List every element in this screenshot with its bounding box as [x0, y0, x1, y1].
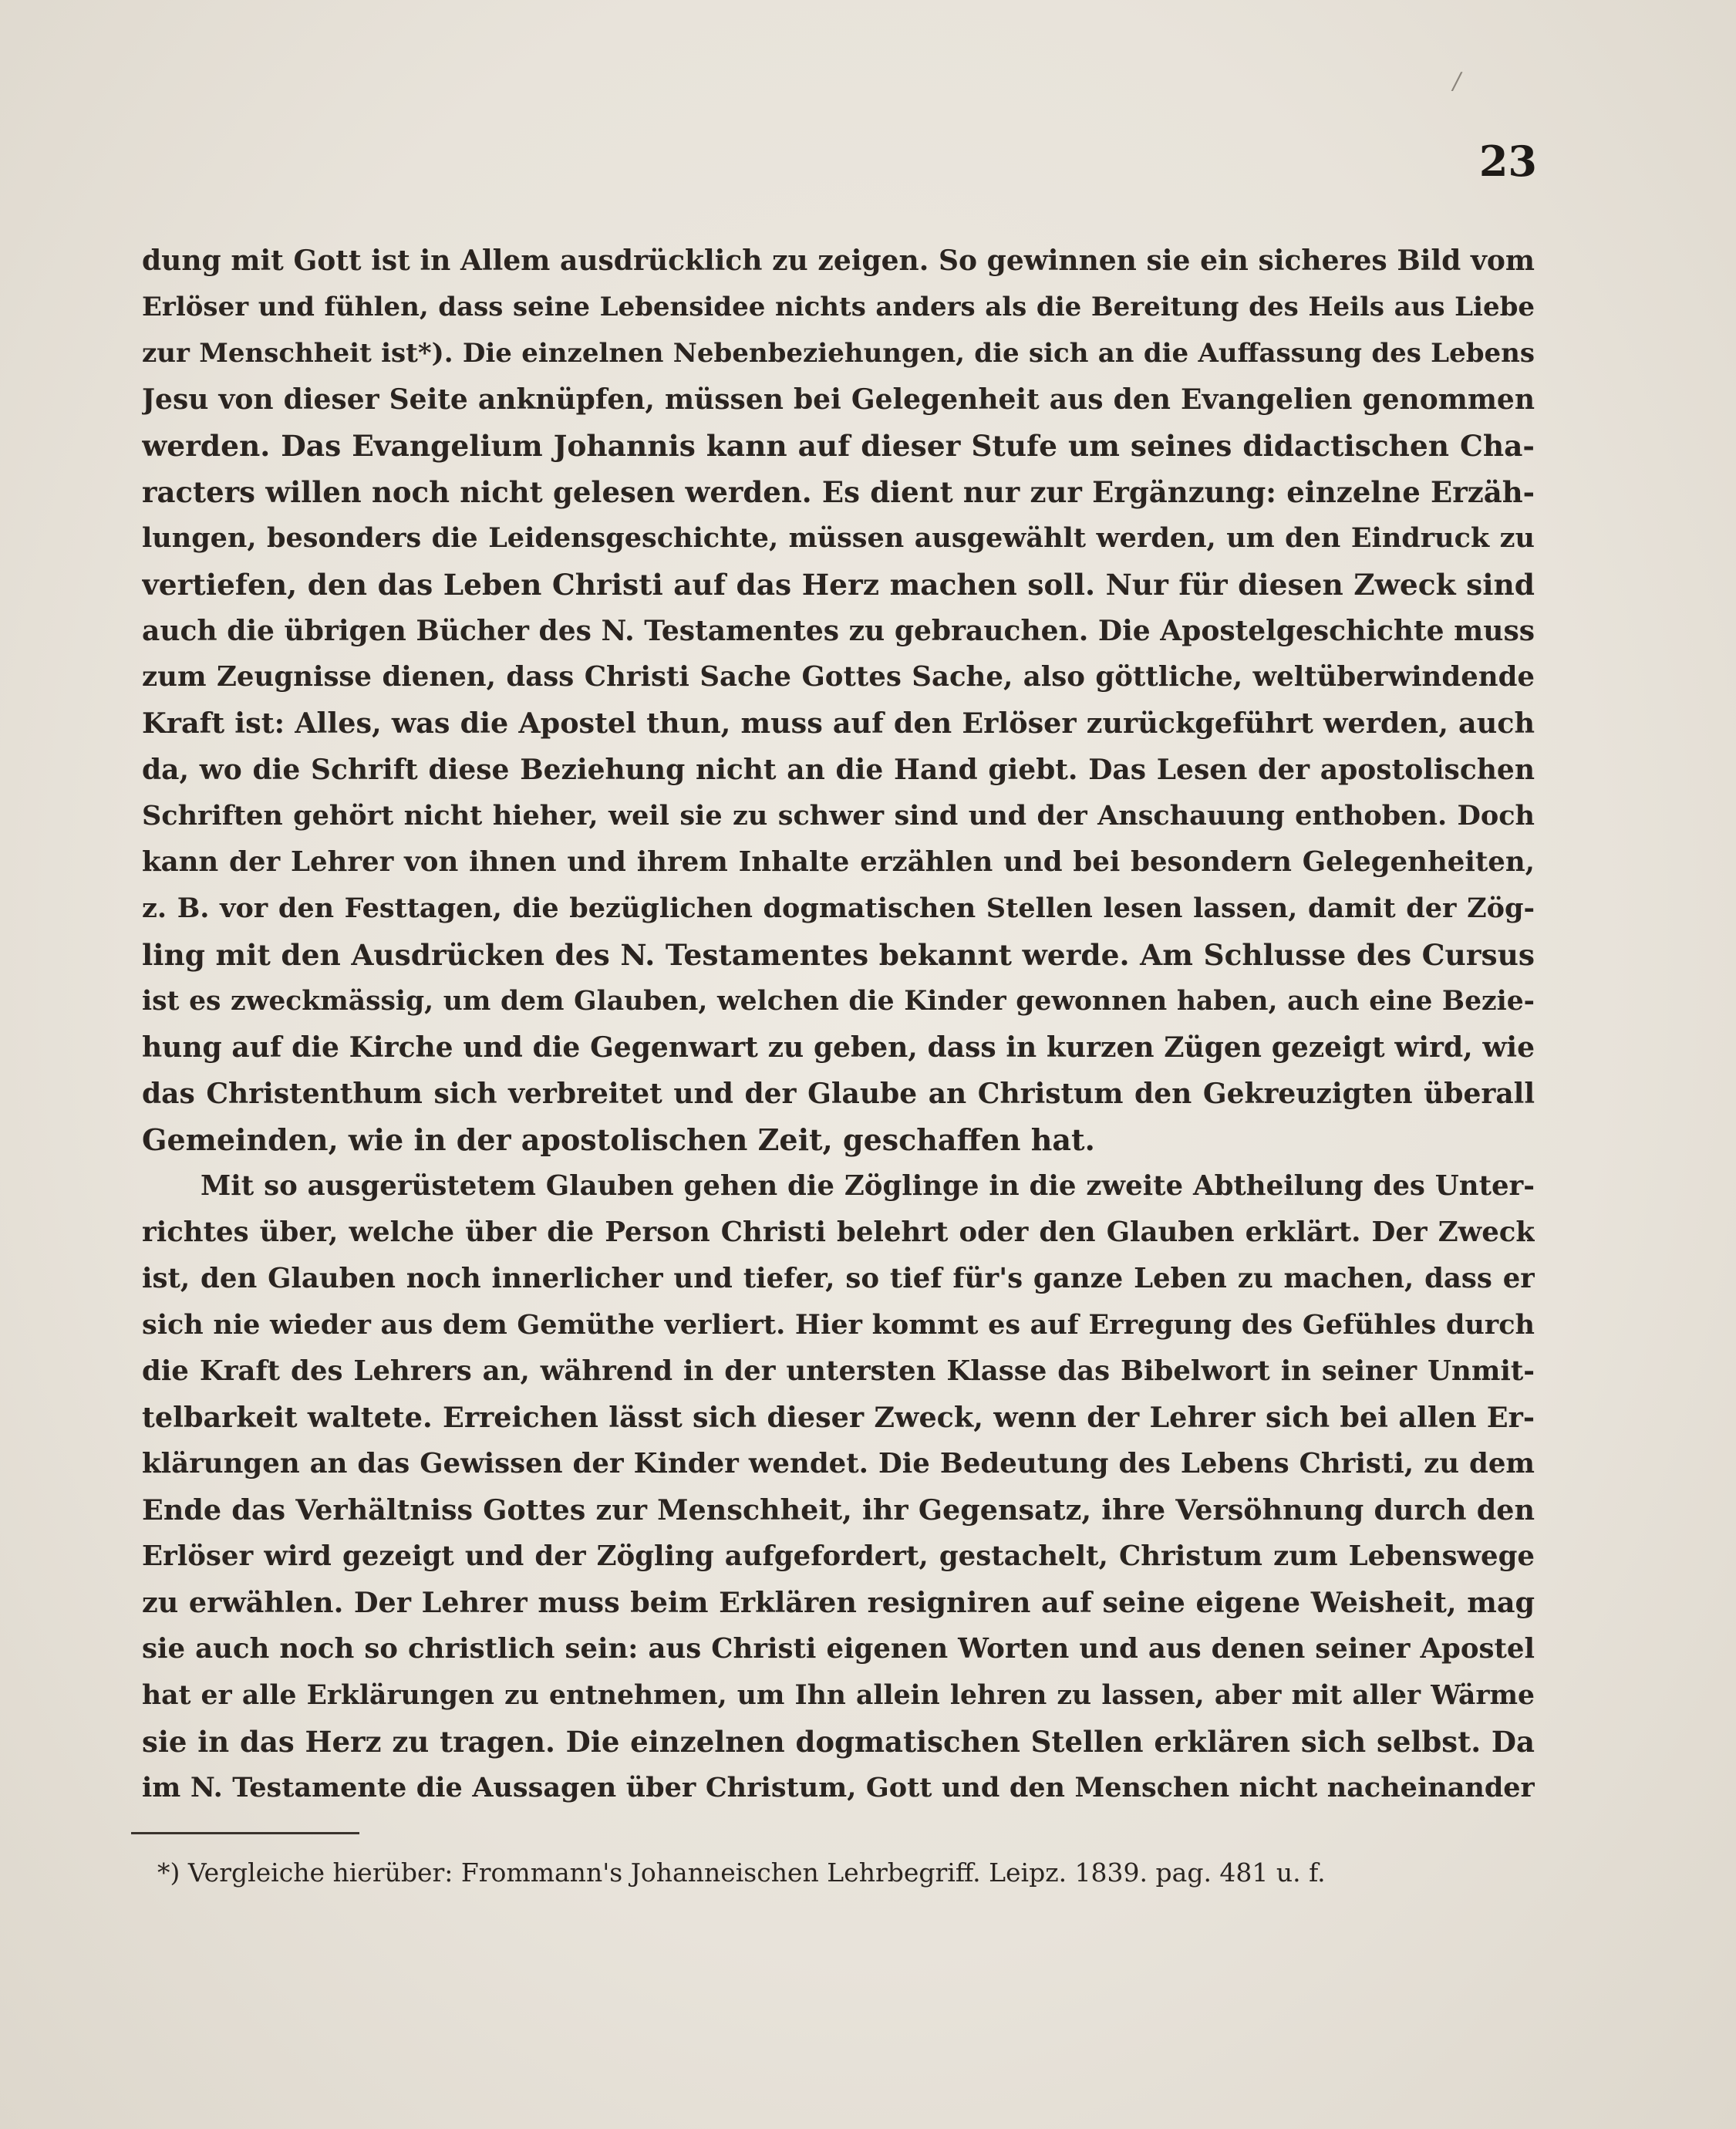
text-line: sie in das Herz zu tragen. Die einzelnen dogmatischen Stellen erklären sich selbst. Da [142, 1725, 1535, 1759]
text-line: die Kraft des Lehrers an, während in der untersten Klasse das Bibelwort in seiner Unmit- [142, 1355, 1535, 1387]
text-line: hat er alle Erklärungen zu entnehmen, um Ihn allein lehren zu lassen, aber mit aller Wärme [142, 1680, 1535, 1711]
text-line: racters willen noch nicht gelesen werden. Es dient nur zur Ergänzung: einzelne Erzäh- [142, 475, 1535, 509]
text-line: dung mit Gott ist in Allem ausdrücklich zu zeigen. So gewinnen sie ein sicheres Bild vom [142, 245, 1535, 277]
text-line: auch die übrigen Bücher des N. Testamentes zu gebrauchen. Die Apostelgeschichte muss [142, 615, 1535, 647]
text-line: ling mit den Ausdrücken des N. Testamentes bekannt werde. Am Schlusse des Cursus [142, 938, 1535, 972]
margin-pencil-mark: / [1453, 68, 1461, 95]
footnote: *) Vergleiche hierüber: Frommann's Johanneischen Lehrbegriff. Leipz. 1839. pag. 481 u. f. [157, 1857, 1326, 1888]
text-line: vertiefen, den das Leben Christi auf das Herz machen soll. Nur für diesen Zweck sind [142, 568, 1535, 602]
text-line: ist es zweckmässig, um dem Glauben, welchen die Kinder gewonnen haben, auch eine Bezie- [142, 986, 1535, 1017]
text-line: telbarkeit waltete. Erreichen lässt sich dieser Zweck, wenn der Lehrer sich bei allen Er- [142, 1401, 1535, 1434]
text-line: klärungen an das Gewissen der Kinder wendet. Die Bedeutung des Lebens Christi, zu dem [142, 1448, 1535, 1480]
text-line: Erlöser wird gezeigt und der Zögling aufgefordert, gestachelt, Christum zum Lebenswege [142, 1540, 1535, 1572]
text-line: im N. Testamente die Aussagen über Christum, Gott und den Menschen nicht nacheinander [142, 1772, 1535, 1803]
text-line: hung auf die Kirche und die Gegenwart zu geben, dass in kurzen Zügen gezeigt wird, wie [142, 1031, 1535, 1064]
text-line: sie auch noch so christlich sein: aus Christi eigenen Worten und aus denen seiner Apostel [142, 1633, 1535, 1665]
text-line: Mit so ausgerüstetem Glauben gehen die Zöglinge in die zweite Abtheilung des Unter- [201, 1170, 1535, 1202]
text-line: Jesu von dieser Seite anknüpfen, müssen bei Gelegenheit aus den Evangelien genommen [142, 383, 1535, 416]
text-line: sich nie wieder aus dem Gemüthe verliert. Hier kommt es auf Erregung des Gefühles durch [142, 1309, 1535, 1341]
text-line: lungen, besonders die Leidensgeschichte, müssen ausgewählt werden, um den Eindruck zu [142, 522, 1535, 554]
text-line: zum Zeugnisse dienen, dass Christi Sache Gottes Sache, also göttliche, weltüberwindende [142, 661, 1535, 693]
body-text [142, 238, 1535, 1811]
page-number: 23 [1478, 137, 1537, 186]
text-line: z. B. vor den Festtagen, die bezüglichen dogmatischen Stellen lesen lassen, damit der Zög- [142, 892, 1535, 924]
text-line: ist, den Glauben noch innerlicher und tiefer, so tief für's ganze Leben zu machen, dass er [142, 1263, 1535, 1294]
text-line: richtes über, welche über die Person Christi belehrt oder den Glauben erklärt. Der Zweck [142, 1216, 1535, 1248]
text-line: zu erwählen. Der Lehrer muss beim Erklären resigniren auf seine eigene Weisheit, mag [142, 1586, 1535, 1619]
text-line: da, wo die Schrift diese Beziehung nicht an die Hand giebt. Das Lesen der apostolischen [142, 754, 1535, 786]
text-line: Ende das Verhältniss Gottes zur Menschheit, ihr Gegensatz, ihre Versöhnung durch den [142, 1493, 1535, 1527]
text-line: Kraft ist: Alles, was die Apostel thun, muss auf den Erlöser zurückgeführt werden, auch [142, 707, 1535, 740]
footnote-divider [131, 1832, 359, 1834]
text-line: werden. Das Evangelium Johannis kann auf dieser Stufe um seines didactischen Cha- [142, 429, 1535, 463]
text-line: kann der Lehrer von ihnen und ihrem Inhalte erzählen und bei besondern Gelegenheiten, [142, 846, 1535, 878]
text-line: zur Menschheit ist*). Die einzelnen Nebenbeziehungen, die sich an die Auffassung des Lebens [142, 338, 1535, 369]
text-line: Erlöser und fühlen, dass seine Lebensidee nichts anders als die Bereitung des Heils aus Liebe [142, 292, 1535, 322]
text-line: Schriften gehört nicht hieher, weil sie zu schwer sind und der Anschauung enthoben. Doch [142, 800, 1535, 832]
text-line: Gemeinden, wie in der apostolischen Zeit, geschaffen hat. [142, 1122, 1095, 1157]
text-line: das Christenthum sich verbreitet und der Glaube an Christum den Gekreuzigten überall [142, 1078, 1535, 1110]
